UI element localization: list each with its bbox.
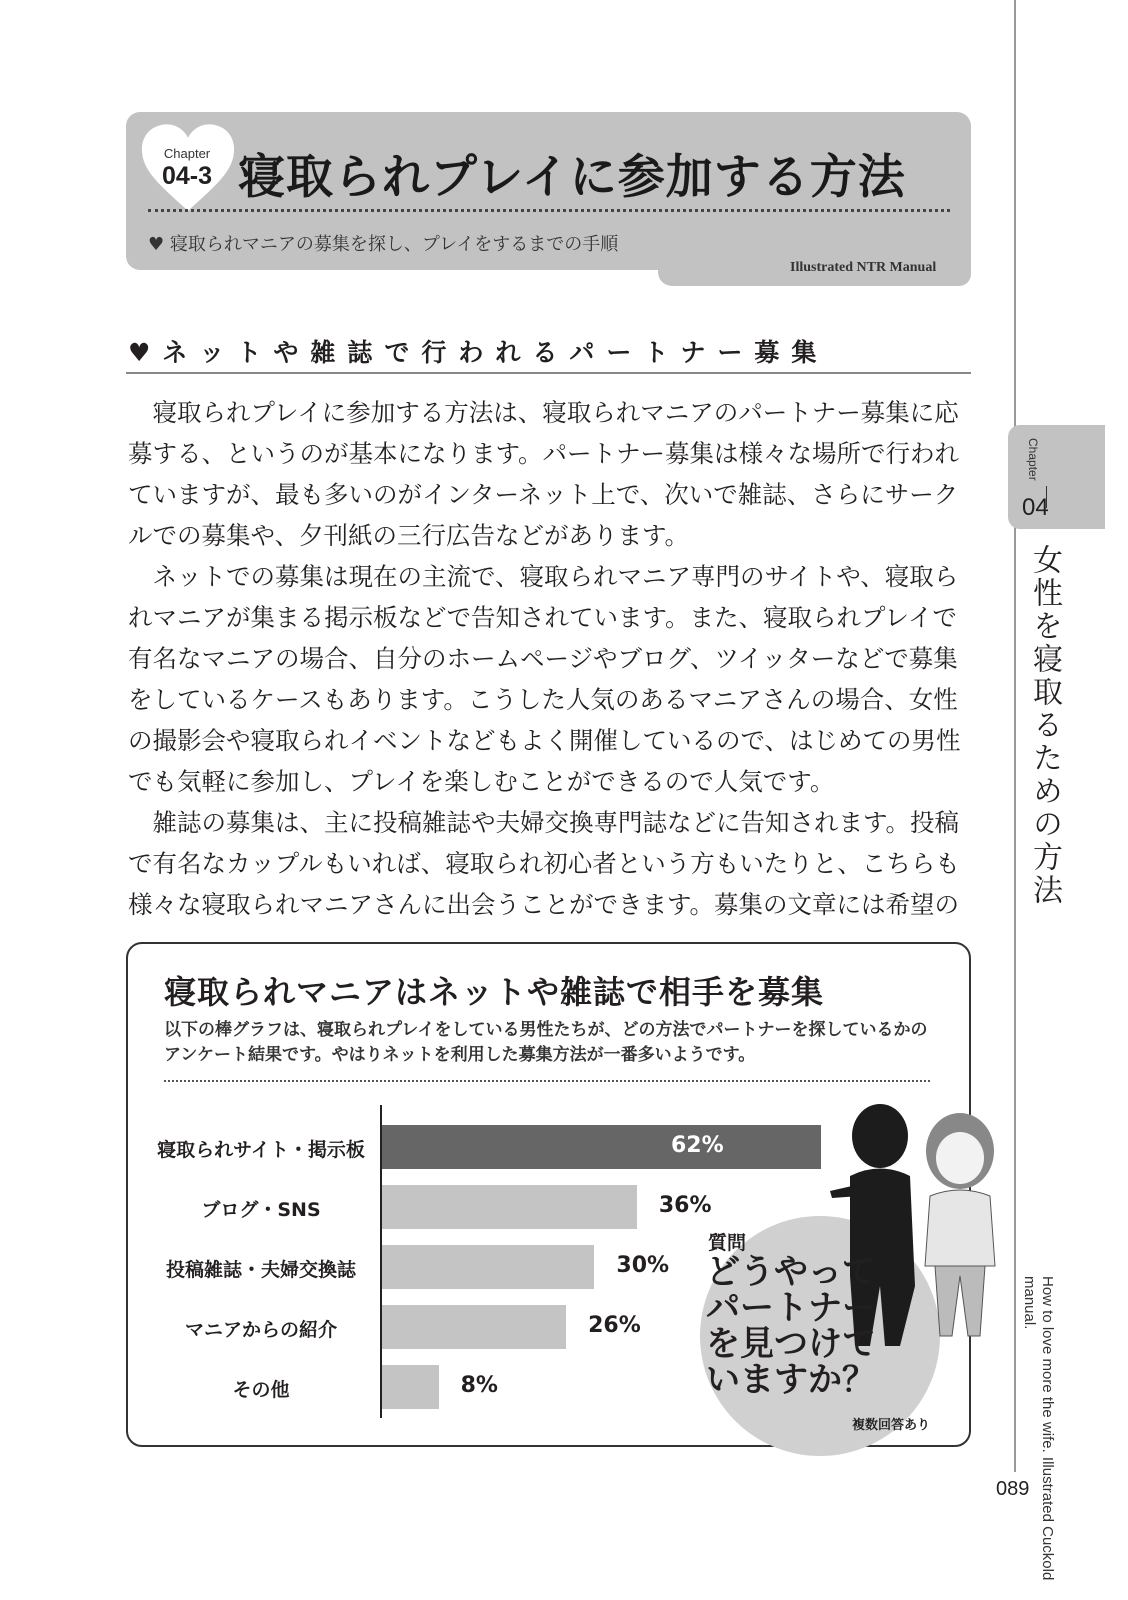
paragraph: ネットでの募集は現在の主流で、寝取られマニア専門のサイトや、寝取られマニアが集まる掲示板などで告知されています。また、寝取られプレイで有名なマニアの場合、自分のホームページやブログ、ツイッターなどで募集をしているケースもあります。こうした人気のあるマニアさんの場合、女性の撮影会や寝取られイベントなどもよく開催しているので、はじめての男性でも気軽に参加し、プレイを楽しむことができるので人気です。 bbox=[128, 562, 961, 796]
data-label: 8% bbox=[460, 1373, 498, 1398]
chapter-label: Chapter bbox=[163, 146, 211, 161]
series-name: Illustrated NTR Manual bbox=[790, 260, 937, 275]
side-chapter-label: Chapter bbox=[1026, 438, 1040, 481]
question-text: どうやってパートナーを見つけていますか？ bbox=[706, 1252, 876, 1400]
chart-title: 寝取られマニアはネットや雑誌で相手を募集 bbox=[164, 973, 825, 1011]
category-label: その他 bbox=[232, 1379, 290, 1401]
bar bbox=[382, 1365, 439, 1409]
bar bbox=[382, 1125, 821, 1169]
category-label: 投稿雑誌・夫婦交換誌 bbox=[165, 1259, 356, 1281]
body-text bbox=[128, 392, 973, 925]
category-label: ブログ・SNS bbox=[201, 1199, 321, 1221]
category-label: 寝取られサイト・掲示板 bbox=[157, 1139, 365, 1161]
chart-section bbox=[0, 942, 1000, 1462]
bar bbox=[382, 1305, 566, 1349]
data-label: 26% bbox=[588, 1313, 641, 1338]
bar bbox=[382, 1245, 594, 1289]
subtitle: ♥ 寝取られマニアの募集を探し、プレイをするまでの手順 bbox=[148, 234, 619, 255]
divider bbox=[126, 372, 971, 374]
page-title: 寝取られプレイに参加する方法 bbox=[238, 150, 906, 205]
section-heading: ♥ネットや雑誌で行われるパートナー募集 bbox=[128, 338, 829, 367]
chapter-number: 04-3 bbox=[161, 162, 213, 190]
chart-description: 以下の棒グラフは、寝取られプレイをしている男性たちが、どの方法でパートナーを探しているかのアンケート結果です。やはりネットを利用した募集方法が一番多いようです。 bbox=[164, 1020, 928, 1065]
question-label: 質問 bbox=[708, 1232, 747, 1254]
category-label: マニアからの紹介 bbox=[184, 1319, 337, 1341]
data-label: 30% bbox=[616, 1253, 670, 1278]
margin-rule bbox=[1014, 0, 1016, 1472]
data-label: 62% bbox=[670, 1133, 724, 1158]
paragraph: 寝取られプレイに参加する方法は、寝取られマニアのパートナー募集に応募する、というのが基本になります。パートナー募集は様々な場所で行われていますが、最も多いのがインターネット上で、次いで雑誌、さらにサークルでの募集や、夕刊紙の三行広告などがあります。 bbox=[128, 398, 960, 550]
divider bbox=[148, 209, 950, 212]
side-chapter-title: 女性を寝取るための方法 bbox=[1027, 544, 1062, 907]
side-chapter-number: 04 bbox=[1022, 494, 1049, 521]
bar bbox=[382, 1185, 637, 1229]
side-english-caption: How to love more the wife. Illustrated Cuckold manual. bbox=[1021, 1276, 1056, 1581]
page-number: 089 bbox=[996, 1478, 1030, 1500]
data-label: 36% bbox=[658, 1193, 712, 1218]
paragraph: 雑誌の募集は、主に投稿雑誌や夫婦交換専門誌などに告知されます。投稿で有名なカップルもいれば、寝取られ初心者という方もいたりと、こちらも様々な寝取られマニアさんに出会うことができます。募集の文章には希望の bbox=[128, 808, 960, 919]
note: 複数回答あり bbox=[852, 1418, 931, 1433]
divider bbox=[164, 1080, 930, 1082]
